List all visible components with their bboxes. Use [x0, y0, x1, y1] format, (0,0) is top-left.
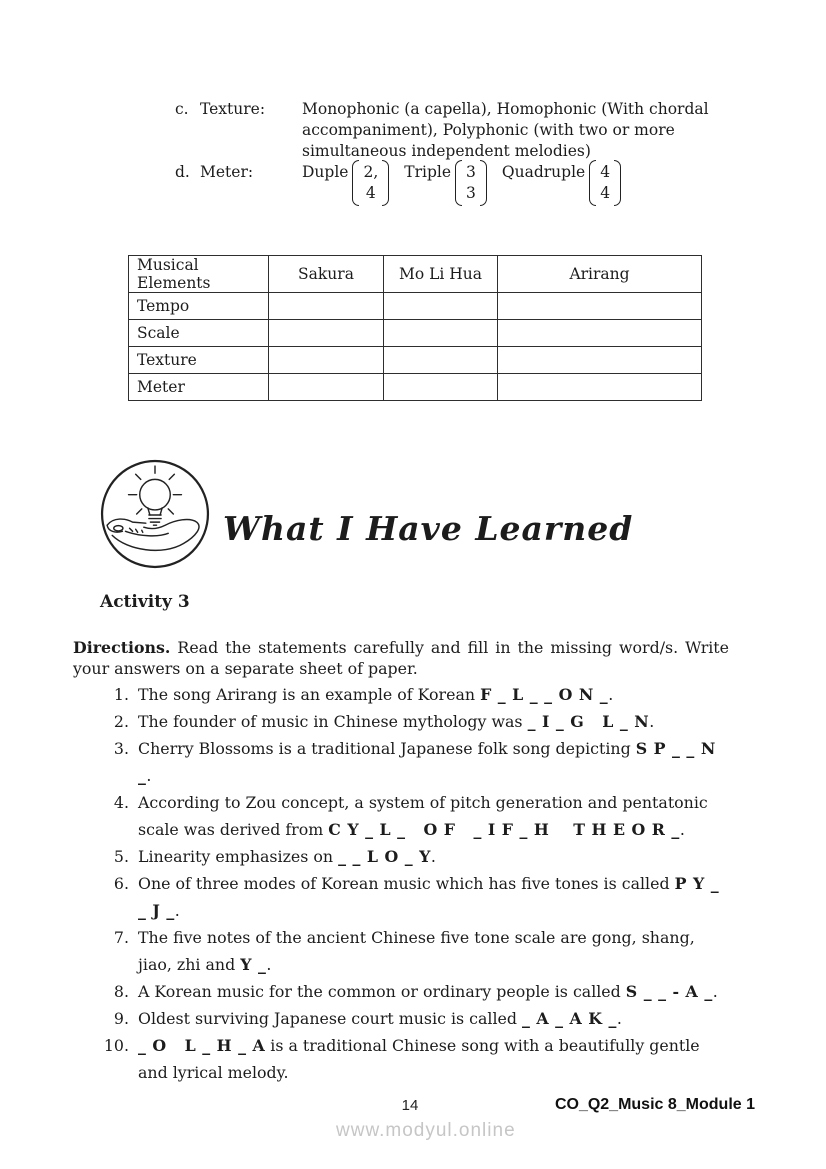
- answer-blank: Y _: [240, 955, 267, 974]
- item-letter: d.: [175, 163, 190, 181]
- answer-blank: C Y _ L _ O F _ I F _ H T H E O R _: [328, 820, 680, 839]
- meter-row: [175, 162, 720, 206]
- question-number: 2.: [113, 712, 129, 731]
- question-item: [100, 924, 732, 978]
- question-text: [138, 735, 732, 789]
- question-item: [100, 1032, 732, 1086]
- empty-answer-cell[interactable]: [384, 374, 498, 401]
- texture-row: [175, 99, 720, 162]
- question-post: .: [616, 1009, 622, 1028]
- question-number: 7.: [113, 928, 129, 947]
- meter-label: Meter:: [200, 163, 254, 181]
- question-text: [138, 789, 732, 843]
- question-post: .: [266, 955, 272, 974]
- question-post: .: [679, 820, 685, 839]
- question-text: [138, 708, 732, 735]
- answer-blank: _ I _ G L _ N: [527, 712, 650, 731]
- question-text: [138, 870, 732, 924]
- answer-blank: P Y _ _ J _: [138, 874, 726, 920]
- question-pre: Linearity emphasizes on: [138, 847, 339, 866]
- meter-quadruple: [502, 162, 621, 206]
- texture-label: Texture:: [200, 100, 266, 118]
- question-number: 3.: [113, 739, 129, 758]
- question-number: 8.: [113, 982, 129, 1001]
- question-item: [100, 978, 732, 1005]
- empty-answer-cell[interactable]: [498, 374, 702, 401]
- question-item: [100, 1005, 732, 1032]
- table-row: [129, 293, 702, 320]
- texture-meter-notes: [175, 99, 720, 206]
- watermark-url: www.modyul.online: [336, 1120, 516, 1141]
- question-post: .: [430, 847, 436, 866]
- question-pre: According to Zou concept, a system of pitch generation and pentatonic scale was derived from: [138, 793, 708, 839]
- musical-elements-table: [128, 255, 702, 401]
- right-bracket-icon: [382, 160, 389, 206]
- empty-answer-cell[interactable]: [384, 320, 498, 347]
- empty-answer-cell[interactable]: [498, 293, 702, 320]
- answer-blank: _ _ L O _ Y: [338, 847, 431, 866]
- table-header-cell: Mo Li Hua: [384, 256, 498, 293]
- directions-paragraph: [73, 637, 729, 680]
- question-post: .: [608, 685, 614, 704]
- question-number: 9.: [113, 1009, 129, 1028]
- question-pre: Cherry Blossoms is a traditional Japanese folk song depicting: [138, 739, 636, 758]
- answer-blank: S _ _ - A _: [625, 982, 713, 1001]
- table-row: [129, 320, 702, 347]
- section-title: What I Have Learned: [223, 509, 634, 549]
- empty-answer-cell[interactable]: [498, 320, 702, 347]
- directions-label: Directions.: [73, 637, 171, 657]
- left-bracket-icon: [352, 160, 359, 206]
- question-number: 6.: [113, 874, 129, 893]
- right-bracket-icon: [614, 160, 621, 206]
- question-post: .: [146, 766, 152, 785]
- question-number: 4.: [113, 793, 129, 812]
- empty-answer-cell[interactable]: [269, 320, 384, 347]
- item-letter: c.: [175, 100, 189, 118]
- row-label-cell: Scale: [129, 320, 269, 347]
- empty-answer-cell[interactable]: [269, 347, 384, 374]
- table-row: [129, 347, 702, 374]
- answer-blank: S P _ _ N _: [138, 739, 722, 785]
- question-post: is a traditional Chinese song with a beautifully gentle and lyrical melody.: [138, 1036, 700, 1082]
- right-bracket-icon: [480, 160, 487, 206]
- question-pre: The founder of music in Chinese mythology was: [138, 712, 528, 731]
- time-signature-bottom: 4: [600, 184, 611, 202]
- question-text: [138, 1032, 732, 1086]
- meter-value: [302, 162, 717, 206]
- question-pre: A Korean music for the common or ordinary people is called: [138, 982, 626, 1001]
- texture-value: [302, 99, 717, 162]
- empty-answer-cell[interactable]: [384, 293, 498, 320]
- question-number: 1.: [113, 685, 129, 704]
- meter-name: Quadruple: [501, 163, 586, 181]
- question-pre: Oldest surviving Japanese court music is called: [138, 1009, 522, 1028]
- question-text: [138, 843, 732, 870]
- question-pre: One of three modes of Korean music which has five tones is called: [138, 874, 675, 893]
- empty-answer-cell[interactable]: [498, 347, 702, 374]
- table-header-cell: Arirang: [498, 256, 702, 293]
- time-signature: [352, 160, 389, 206]
- texture-value-line: simultaneous independent melodies): [302, 142, 591, 160]
- question-list: [100, 681, 732, 1086]
- empty-answer-cell[interactable]: [269, 293, 384, 320]
- texture-value-line: accompaniment), Polyphonic (with two or more: [302, 121, 675, 139]
- row-label-cell: Meter: [129, 374, 269, 401]
- directions-text: Read the statements carefully and fill in the missing word/s. Write your answers on a separate sheet of paper.: [73, 637, 729, 679]
- question-text: [138, 978, 732, 1005]
- table-header-cell: Sakura: [269, 256, 384, 293]
- time-signature: [455, 160, 487, 206]
- meter-triple: [404, 162, 487, 206]
- left-bracket-icon: [589, 160, 596, 206]
- time-signature-bottom: 3: [466, 184, 476, 202]
- row-label-cell: Texture: [129, 347, 269, 374]
- question-item: [100, 843, 732, 870]
- question-number: 10.: [103, 1036, 129, 1055]
- question-post: .: [649, 712, 655, 731]
- empty-answer-cell[interactable]: [384, 347, 498, 374]
- answer-blank: _ O L _ H _ A: [138, 1036, 266, 1055]
- question-pre: The five notes of the ancient Chinese five tone scale are gong, shang, jiao, zhi and: [138, 928, 695, 974]
- answer-blank: F _ L _ _ O N _: [480, 685, 609, 704]
- empty-answer-cell[interactable]: [269, 374, 384, 401]
- table-header-cell: Musical Elements: [129, 256, 269, 293]
- question-item: [100, 870, 732, 924]
- activity-title: Activity 3: [100, 592, 190, 613]
- meter-duple: [302, 162, 389, 206]
- question-post: .: [712, 982, 718, 1001]
- time-signature: [589, 160, 621, 206]
- question-post: .: [174, 901, 180, 920]
- time-signature-top: 4: [600, 163, 611, 181]
- row-label-cell: Tempo: [129, 293, 269, 320]
- texture-value-line: Monophonic (a capella), Homophonic (With chordal: [302, 100, 709, 118]
- question-item: [100, 735, 732, 789]
- table-header-row: [129, 256, 702, 293]
- time-signature-bottom: 4: [365, 184, 376, 202]
- question-text: [138, 1005, 732, 1032]
- page-number: 14: [401, 1097, 419, 1114]
- time-signature-top: 3: [466, 163, 476, 181]
- question-text: [138, 681, 732, 708]
- question-item: [100, 708, 732, 735]
- question-number: 5.: [113, 847, 129, 866]
- left-bracket-icon: [455, 160, 462, 206]
- answer-blank: _ A _ A K _: [521, 1009, 617, 1028]
- table-row: [129, 256, 702, 293]
- question-pre: The song Arirang is an example of Korean: [138, 685, 481, 704]
- question-item: [100, 681, 732, 708]
- time-signature-top: 2,: [363, 163, 379, 181]
- question-item: [100, 789, 732, 843]
- meter-name: Triple: [404, 163, 452, 181]
- table-body: [129, 293, 702, 401]
- question-text: [138, 924, 732, 978]
- meter-name: Duple: [302, 163, 349, 181]
- module-code: CO_Q2_Music 8_Module 1: [554, 1096, 755, 1113]
- lightbulb-in-hand-icon: [99, 458, 211, 570]
- table-row: [129, 374, 702, 401]
